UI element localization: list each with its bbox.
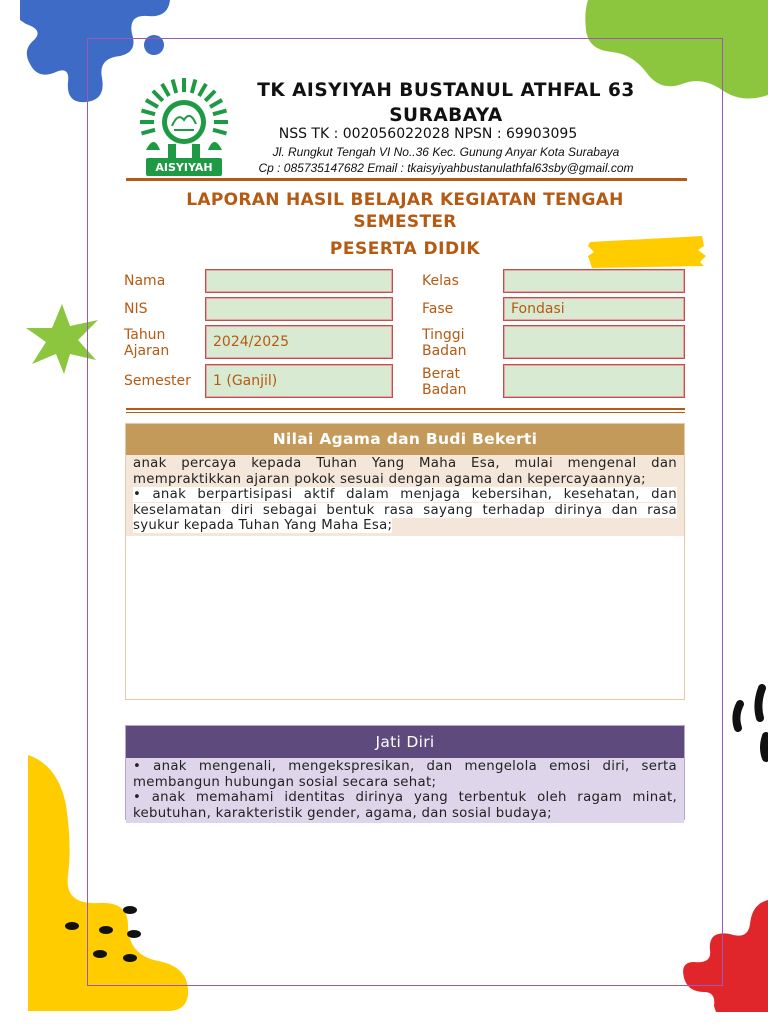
section-nilai-agama (125, 423, 685, 700)
jati-diri-point-2: • anak memahami identitas dirinya yang terbentuk oleh ragam minat, kebutuhan, karakteristik gender, agama, dan sosial budaya; (133, 790, 677, 821)
section-jati-diri-body[interactable] (126, 758, 684, 823)
nama-label: Nama (124, 273, 166, 289)
nis-label: NIS (124, 301, 148, 317)
school-name: TK AISYIYAH BUSTANUL ATHFAL 63 SURABAYA (257, 80, 635, 126)
black-strokes-decoration (728, 684, 768, 764)
form-divider (126, 408, 685, 410)
section-nilai-agama-body[interactable] (126, 455, 684, 536)
agama-point-2: • anak berpartisipasi aktif dalam menjaga kebersihan, kesehatan, dan keselamatan diri sebagai bentuk rasa sayang terhadap dirinya dan rasa syukur kepada Tuhan Yang Maha Esa; (133, 487, 677, 534)
tahun-ajaran-label: Tahun Ajaran (124, 327, 170, 359)
tinggi-badan-label: Tinggi Badan (422, 327, 467, 359)
report-subtitle: PESERTA DIDIK (329, 239, 481, 259)
semester-field[interactable]: 1 (Ganjil) (205, 364, 393, 398)
fase-field[interactable]: Fondasi (503, 297, 685, 321)
semester-label: Semester (124, 373, 191, 389)
school-contact: Cp : 085735147682 Email : tkaisyiyahbustanulathfal63sby@gmail.com (258, 161, 634, 175)
section-nilai-agama-header: Nilai Agama dan Budi Bekerti (126, 424, 684, 455)
fase-label: Fase (422, 301, 454, 317)
berat-badan-field[interactable] (503, 364, 685, 398)
kelas-label: Kelas (422, 273, 459, 289)
kelas-field[interactable] (503, 269, 685, 293)
form-divider-thin (126, 412, 685, 413)
jati-diri-point-1: • anak mengenali, mengekspresikan, dan mengelola emosi diri, serta membangun hubungan sosial secara sehat; (133, 759, 677, 790)
agama-point-1: anak percaya kepada Tuhan Yang Maha Esa, mulai mengenal dan mempraktikkan ajaran pokok sesuai dengan agama dan kepercayaannya; (133, 456, 677, 487)
nama-field[interactable] (205, 269, 393, 293)
tinggi-badan-field[interactable] (503, 325, 685, 359)
section-jati-diri (125, 725, 685, 820)
school-address: Jl. Rungkut Tengah VI No..36 Kec. Gunung Anyar Kota Surabaya (272, 145, 620, 159)
nss-npsn: NSS TK : 002056022028 NPSN : 69903095 (278, 126, 578, 142)
logo-text: AISYIYAH (155, 161, 213, 174)
report-title: LAPORAN HASIL BELAJAR KEGIATAN TENGAH SEMESTER (186, 190, 624, 232)
header-divider (126, 178, 687, 181)
tahun-ajaran-field[interactable]: 2024/2025 (205, 325, 393, 359)
section-jati-diri-header: Jati Diri (126, 726, 684, 758)
nis-field[interactable] (205, 297, 393, 321)
berat-badan-label: Berat Badan (422, 366, 467, 398)
